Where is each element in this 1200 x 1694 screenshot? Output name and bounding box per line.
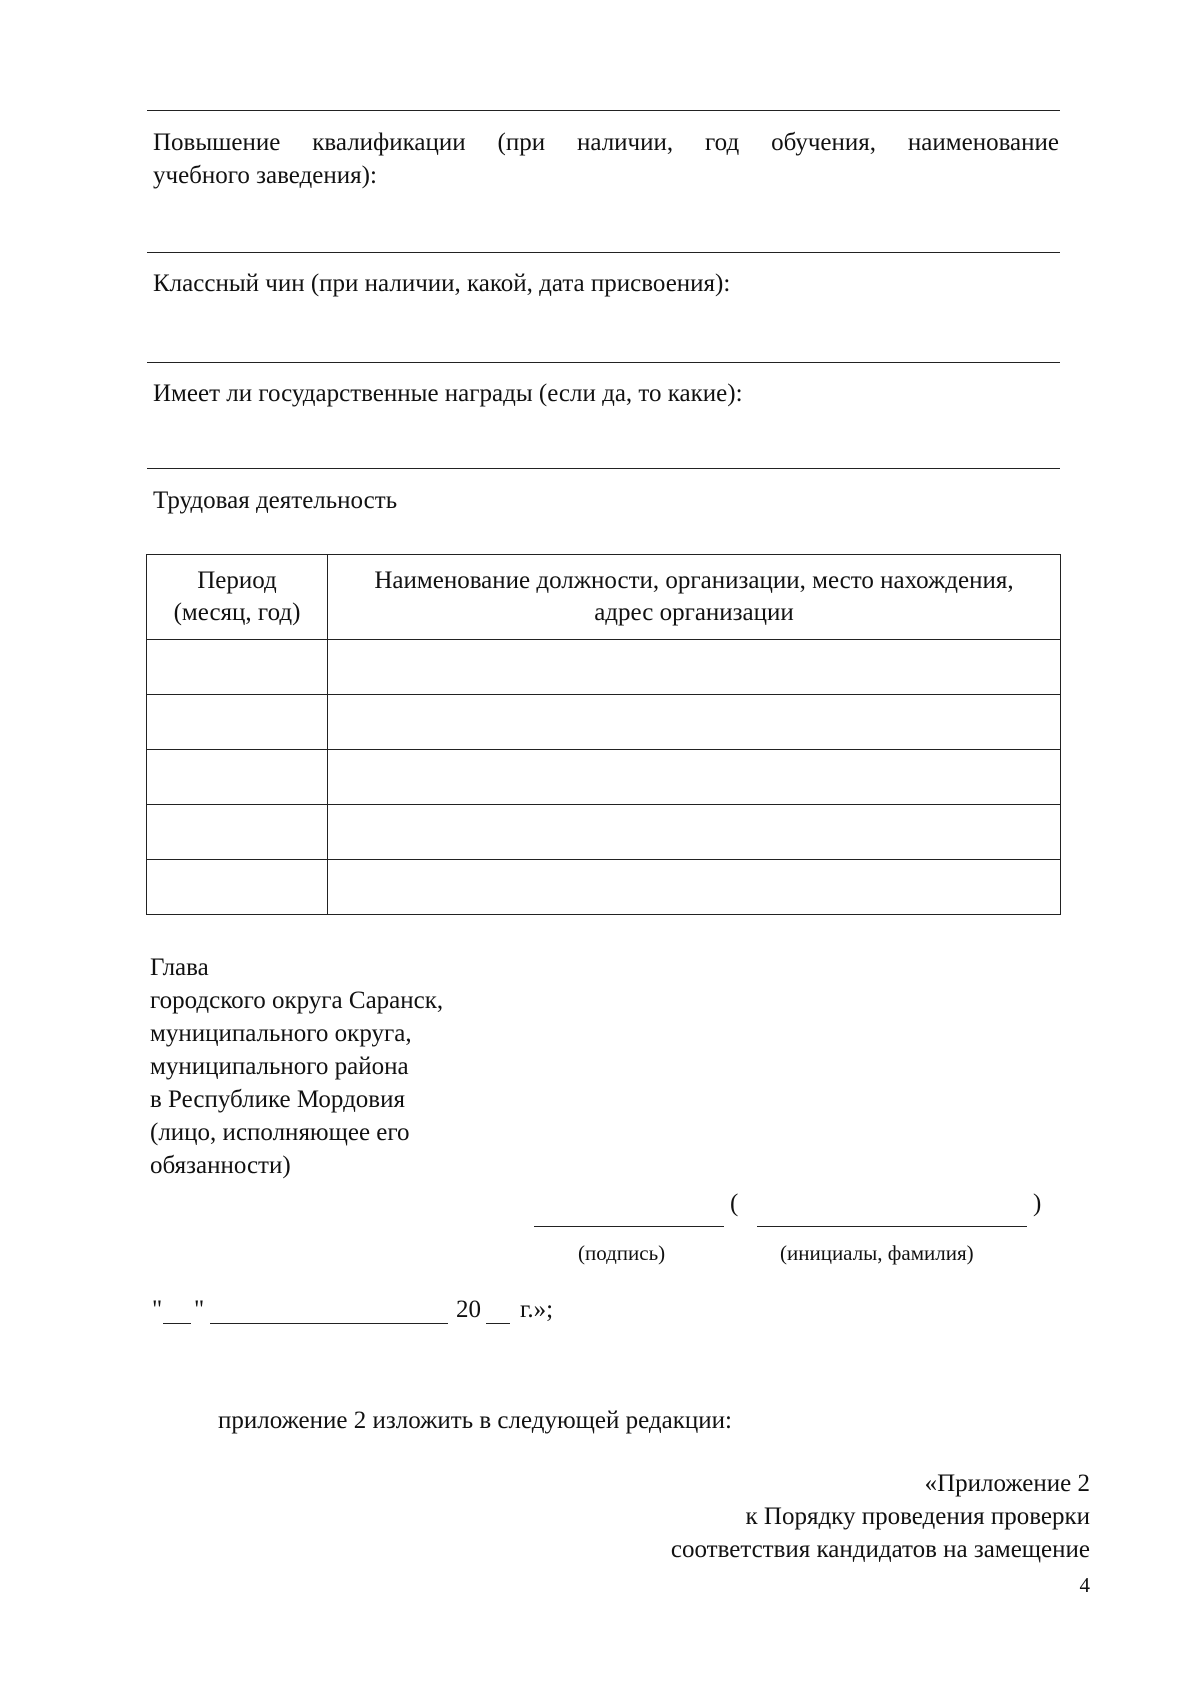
date-year-suffix: г.»; — [520, 1296, 554, 1323]
position-cell[interactable] — [328, 805, 1061, 860]
qualification-label-line1: Повышение квалификации (при наличии, год обучения, наименование — [153, 129, 1059, 156]
period-cell[interactable] — [147, 805, 328, 860]
body-instruction: приложение 2 изложить в следующей редакции: — [218, 1407, 732, 1434]
awards-answer-line[interactable] — [147, 468, 1060, 469]
date-year-prefix: 20 — [456, 1296, 481, 1323]
period-cell[interactable] — [147, 695, 328, 750]
signatory-line: Глава — [150, 954, 209, 981]
class-rank-answer-line[interactable] — [147, 362, 1060, 363]
period-cell[interactable] — [147, 750, 328, 805]
date-day-line[interactable] — [163, 1323, 191, 1324]
name-line[interactable] — [757, 1226, 1027, 1227]
qualification-answer-line[interactable] — [147, 252, 1060, 253]
date-quote-open: " — [152, 1296, 163, 1323]
position-column-header — [328, 555, 1061, 640]
qualification-label-line2: учебного заведения): — [153, 162, 377, 189]
signatory-line: обязанности) — [150, 1152, 291, 1179]
signatory-block — [150, 951, 443, 1182]
period-cell[interactable] — [147, 640, 328, 695]
appendix-heading-line: соответствия кандидатов на замещение — [670, 1536, 1090, 1563]
awards-label: Имеет ли государственные награды (если да, то какие): — [153, 380, 743, 407]
page-number: 4 — [1079, 1573, 1090, 1597]
table-row — [147, 750, 1061, 805]
table-header-row — [147, 555, 1061, 640]
date-month-line[interactable] — [210, 1323, 448, 1324]
form-line-top — [147, 110, 1060, 111]
class-rank-label: Классный чин (при наличии, какой, дата присвоения): — [153, 270, 731, 297]
signatory-line: в Республике Мордовия — [150, 1086, 405, 1113]
signatory-line: муниципального округа, — [150, 1020, 412, 1047]
position-cell[interactable] — [328, 640, 1061, 695]
work-history-heading: Трудовая деятельность — [153, 487, 398, 514]
signatory-line: муниципального района — [150, 1053, 409, 1080]
table-row — [147, 640, 1061, 695]
signatory-line: городского округа Саранск, — [150, 987, 444, 1014]
period-cell[interactable] — [147, 860, 328, 915]
signature-line[interactable] — [534, 1226, 724, 1227]
appendix-heading-line: «Приложение 2 — [924, 1470, 1090, 1497]
period-header-line2: (месяц, год) — [173, 599, 301, 626]
open-paren: ( — [730, 1190, 739, 1217]
position-header-line2: адрес организации — [594, 599, 794, 626]
position-header-line1: Наименование должности, организации, место нахождения, — [374, 567, 1014, 594]
date-quote-close: " — [194, 1296, 205, 1323]
work-history-table — [146, 554, 1061, 915]
appendix-heading — [671, 1467, 1090, 1566]
name-caption: (инициалы, фамилия) — [780, 1241, 974, 1265]
table-row — [147, 805, 1061, 860]
close-paren: ) — [1033, 1190, 1042, 1217]
signatory-line: (лицо, исполняющее его — [150, 1119, 410, 1146]
position-cell[interactable] — [328, 695, 1061, 750]
period-header-line1: Период — [197, 567, 277, 594]
position-cell[interactable] — [328, 860, 1061, 915]
table-row — [147, 695, 1061, 750]
signature-caption: (подпись) — [578, 1241, 666, 1265]
appendix-heading-line: к Порядку проведения проверки — [745, 1503, 1090, 1530]
period-column-header — [147, 555, 328, 640]
position-cell[interactable] — [328, 750, 1061, 805]
date-year-line[interactable] — [486, 1323, 510, 1324]
table-row — [147, 860, 1061, 915]
